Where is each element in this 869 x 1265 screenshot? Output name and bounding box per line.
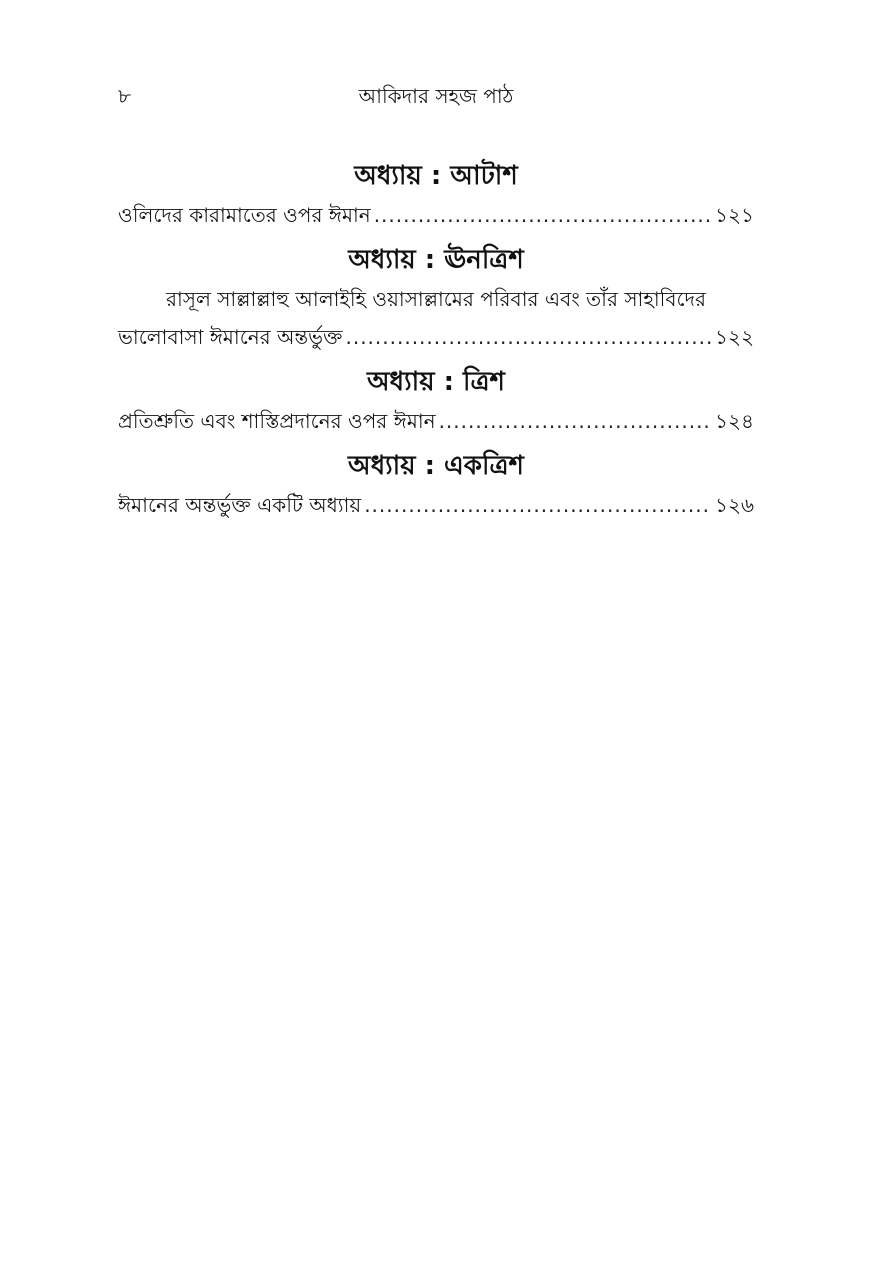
dot-leader xyxy=(345,318,712,356)
toc-entry xyxy=(118,486,754,524)
toc-entry-title: ভালোবাসা ঈমানের অন্তর্ভুক্ত xyxy=(118,325,343,349)
toc-entry xyxy=(118,402,754,440)
toc-entry-page: ১২৬ xyxy=(715,493,754,517)
dot-leader xyxy=(374,196,712,234)
toc-entry-page: ১২৪ xyxy=(715,409,754,433)
chapter-heading: অধ্যায় : একত্রিশ xyxy=(348,451,524,481)
running-title: আকিদার সহজ পাঠ xyxy=(358,84,514,108)
toc-entry xyxy=(118,318,754,356)
toc-entry-title: ওলিদের কারামাতের ওপর ঈমান xyxy=(118,203,371,227)
table-of-contents xyxy=(118,156,754,524)
toc-entry-title-line1: রাসূল সাল্লাল্লাহু আলাইহি ওয়াসাল্লামের পরিবার এবং তাঁর সাহাবিদের xyxy=(165,287,707,311)
toc-entry-page: ১২২ xyxy=(715,325,754,349)
toc-entry-title: ঈমানের অন্তর্ভুক্ত একটি অধ্যায় xyxy=(118,493,362,517)
toc-entry-title: প্রতিশ্রুতি এবং শাস্তিপ্রদানের ওপর ঈমান xyxy=(118,409,436,433)
chapter-heading: অধ্যায় : আটাশ xyxy=(354,161,518,191)
toc-entry-page: ১২১ xyxy=(715,203,754,227)
dot-leader xyxy=(364,486,712,524)
page-number: ৮ xyxy=(118,84,131,108)
chapter-heading: অধ্যায় : ঊনত্রিশ xyxy=(348,245,524,275)
page-header xyxy=(118,82,754,112)
dot-leader xyxy=(439,402,712,440)
toc-entry xyxy=(118,196,754,234)
chapter-heading: অধ্যায় : ত্রিশ xyxy=(367,367,505,397)
